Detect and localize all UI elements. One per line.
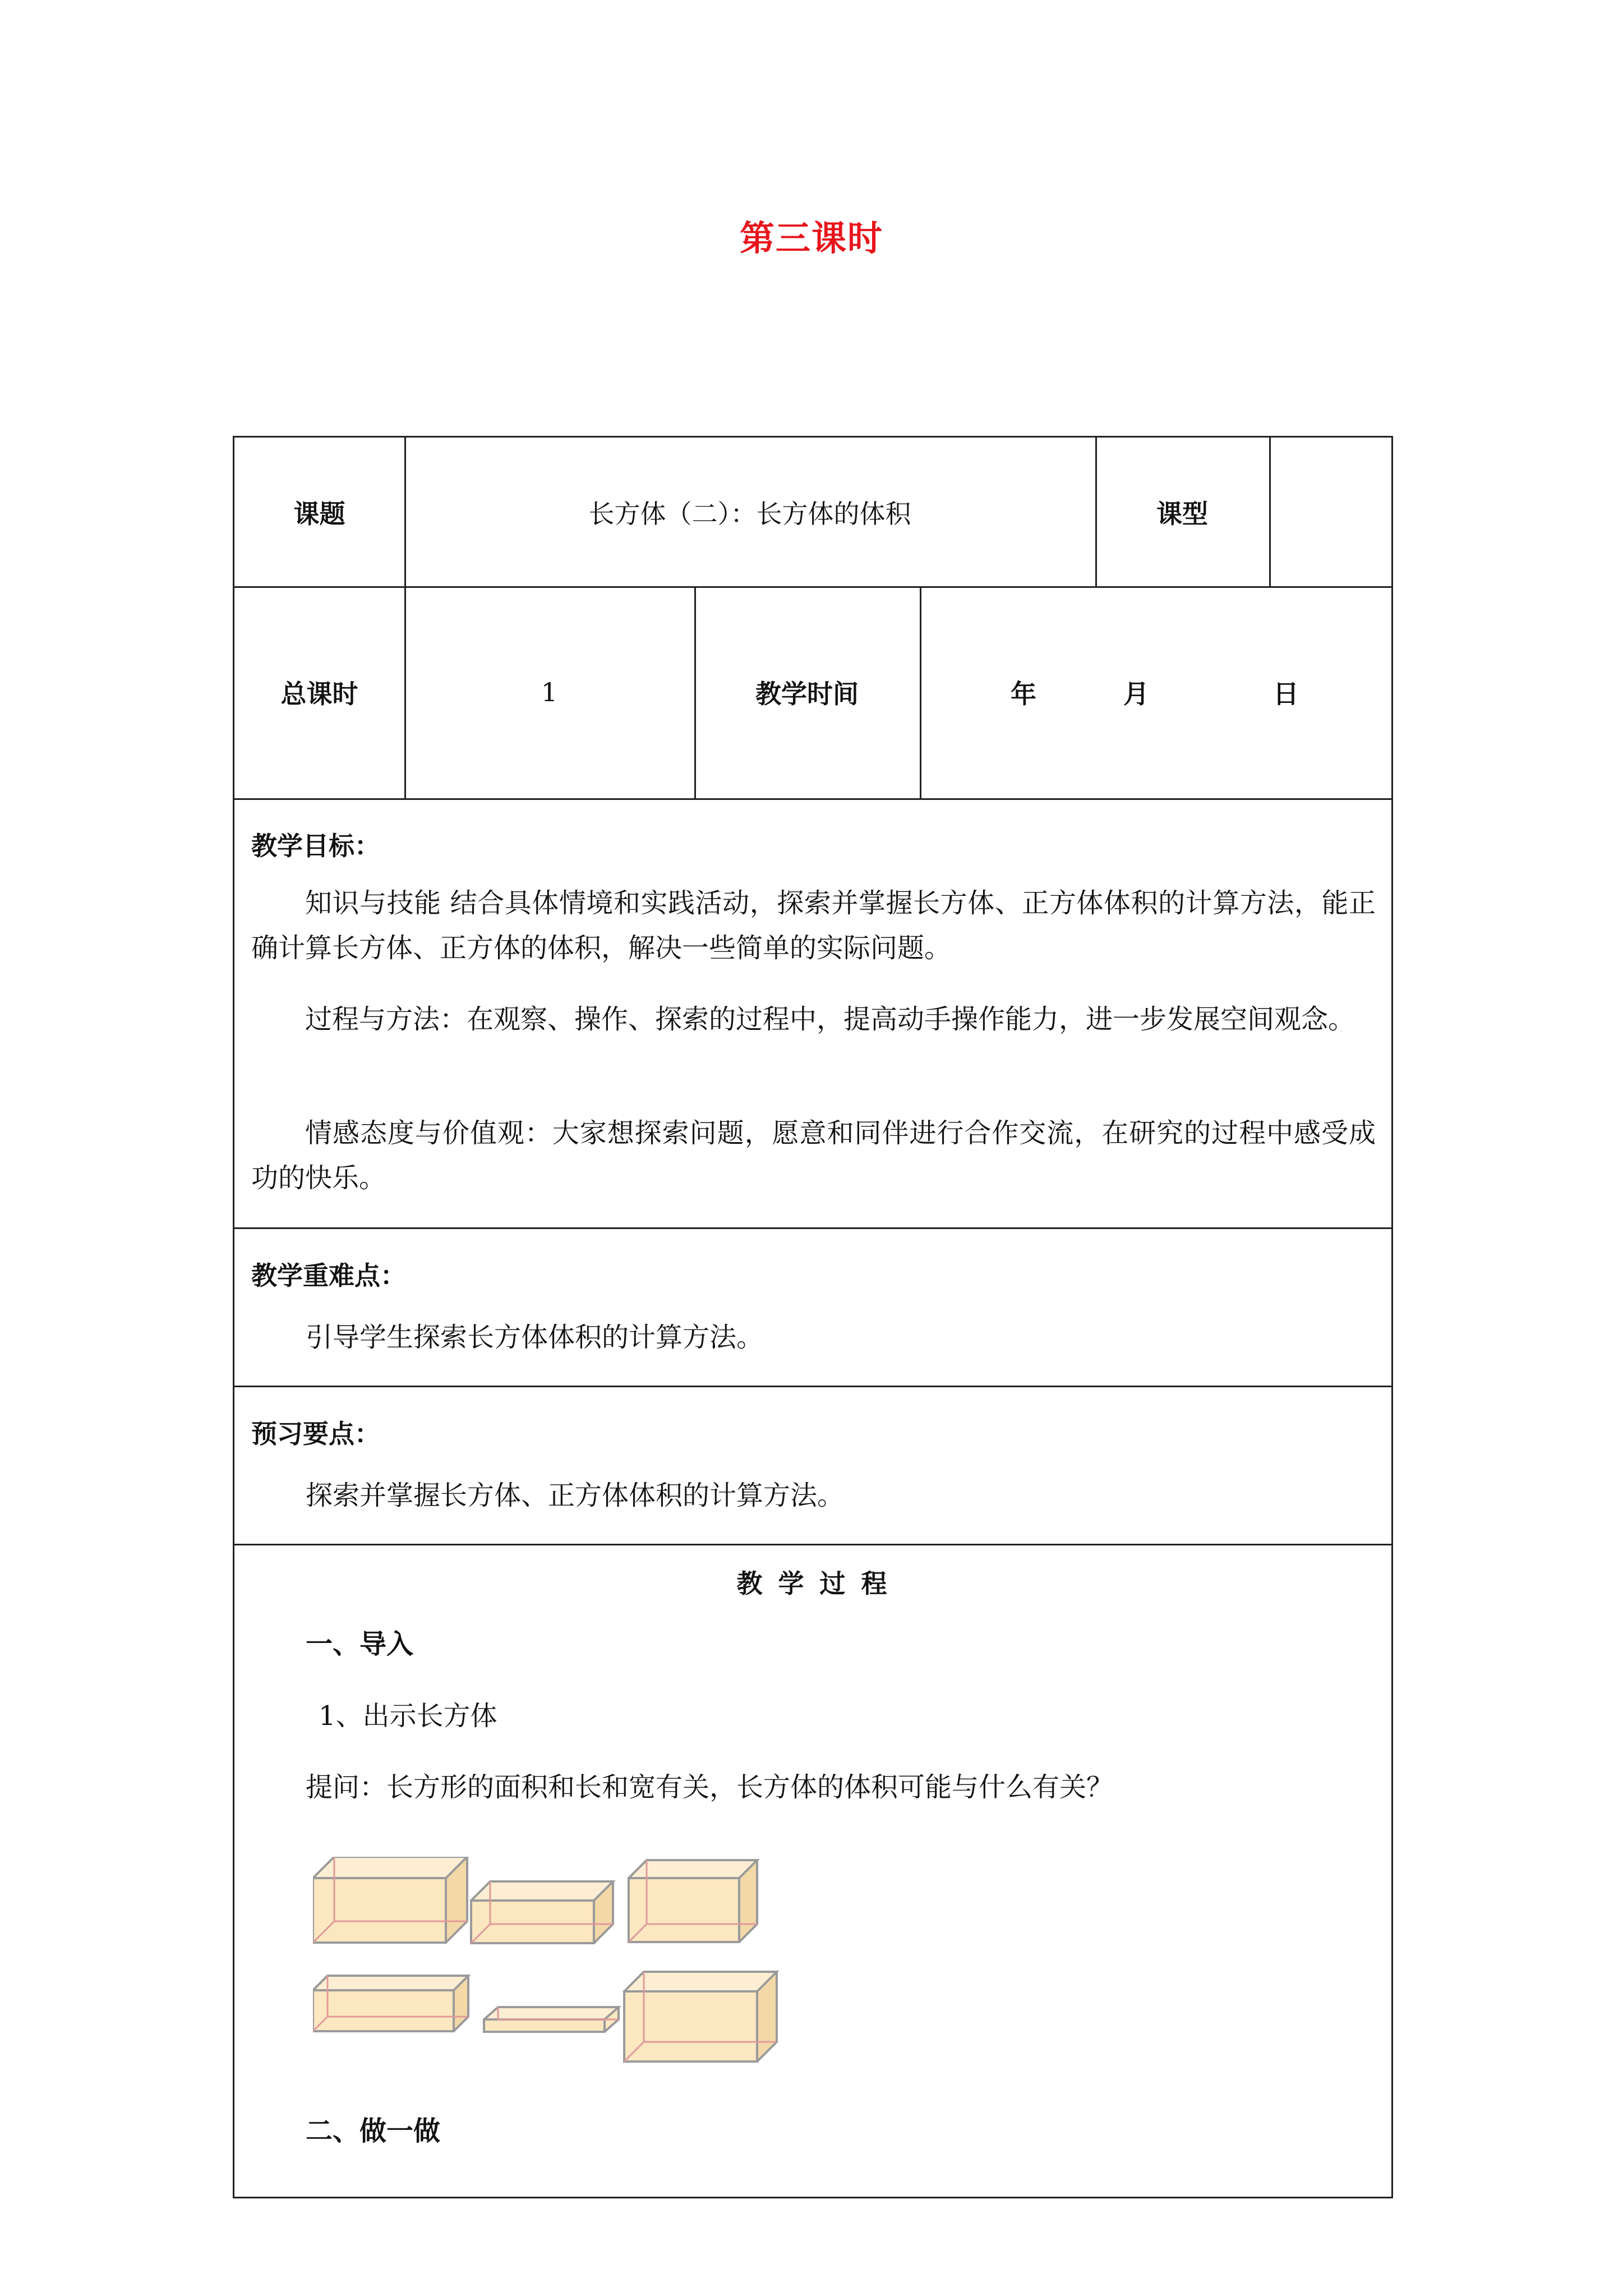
row-divider: [234, 1227, 1391, 1229]
key-points-label: 教学重难点：: [251, 1260, 406, 1291]
key-points-text: 引导学生探索长方体体积的计算方法。: [306, 1322, 764, 1353]
intro-item-1: 1、出示长方体: [319, 1700, 497, 1732]
objective-knowledge: 知识与技能 结合具体情境和实践活动，探索并掌握长方体、正方体体积的计算方法，能正确计算长方体、正方体的体积，解决一些简单的实际问题。: [251, 887, 1376, 964]
cuboid-flat: [484, 2007, 619, 2032]
preview-text: 探索并掌握长方体、正方体体积的计算方法。: [306, 1480, 845, 1511]
objective-process: 过程与方法：在观察、操作、探索的过程中，提高动手操作能力，进一步发展空间观念。: [305, 1004, 1355, 1035]
objectives-label: 教学目标：: [251, 831, 380, 861]
type-value: [1269, 438, 1393, 586]
process-heading: 教 学 过 程: [736, 1568, 891, 1599]
type-label: 课型: [1156, 498, 1208, 529]
row-divider: [234, 1544, 1391, 1545]
topic-label: 课题: [293, 498, 345, 529]
section-intro-heading: 一、导入: [306, 1628, 414, 1660]
topic-value: 长方体（二）：长方体的体积: [588, 498, 911, 529]
cuboid-medium-2: [313, 1976, 468, 2031]
section-practice-heading: 二、做一做: [306, 2115, 441, 2147]
total-hours-value: 1: [541, 677, 558, 707]
objective-emotion: 情感态度与价值观：大家想探索问题，愿意和同伴进行合作交流，在研究的过程中感受成功的快乐。: [251, 1117, 1376, 1194]
cuboid-cube-1: [629, 1860, 757, 1942]
cuboid-illustration: [313, 1857, 784, 2092]
intro-question: 提问：长方形的面积和长和宽有关，长方体的体积可能与什么有关？: [306, 1772, 1114, 1803]
row-divider: [234, 1386, 1391, 1387]
teaching-time-label: 教学时间: [755, 679, 859, 709]
row-divider: [234, 798, 1391, 800]
date-year: 年: [1011, 679, 1036, 709]
date-day: 日: [1273, 679, 1299, 709]
preview-label: 预习要点：: [251, 1419, 380, 1449]
total-hours-label: 总课时: [280, 679, 358, 709]
page-title: 第三课时: [739, 218, 883, 259]
teaching-date: [920, 586, 1393, 798]
lesson-plan-table: [233, 436, 1393, 2198]
cuboid-medium-1: [471, 1881, 613, 1943]
cuboid-large-1: [313, 1857, 467, 1943]
date-month: 月: [1123, 679, 1149, 709]
cuboid-large-2: [624, 1972, 777, 2062]
